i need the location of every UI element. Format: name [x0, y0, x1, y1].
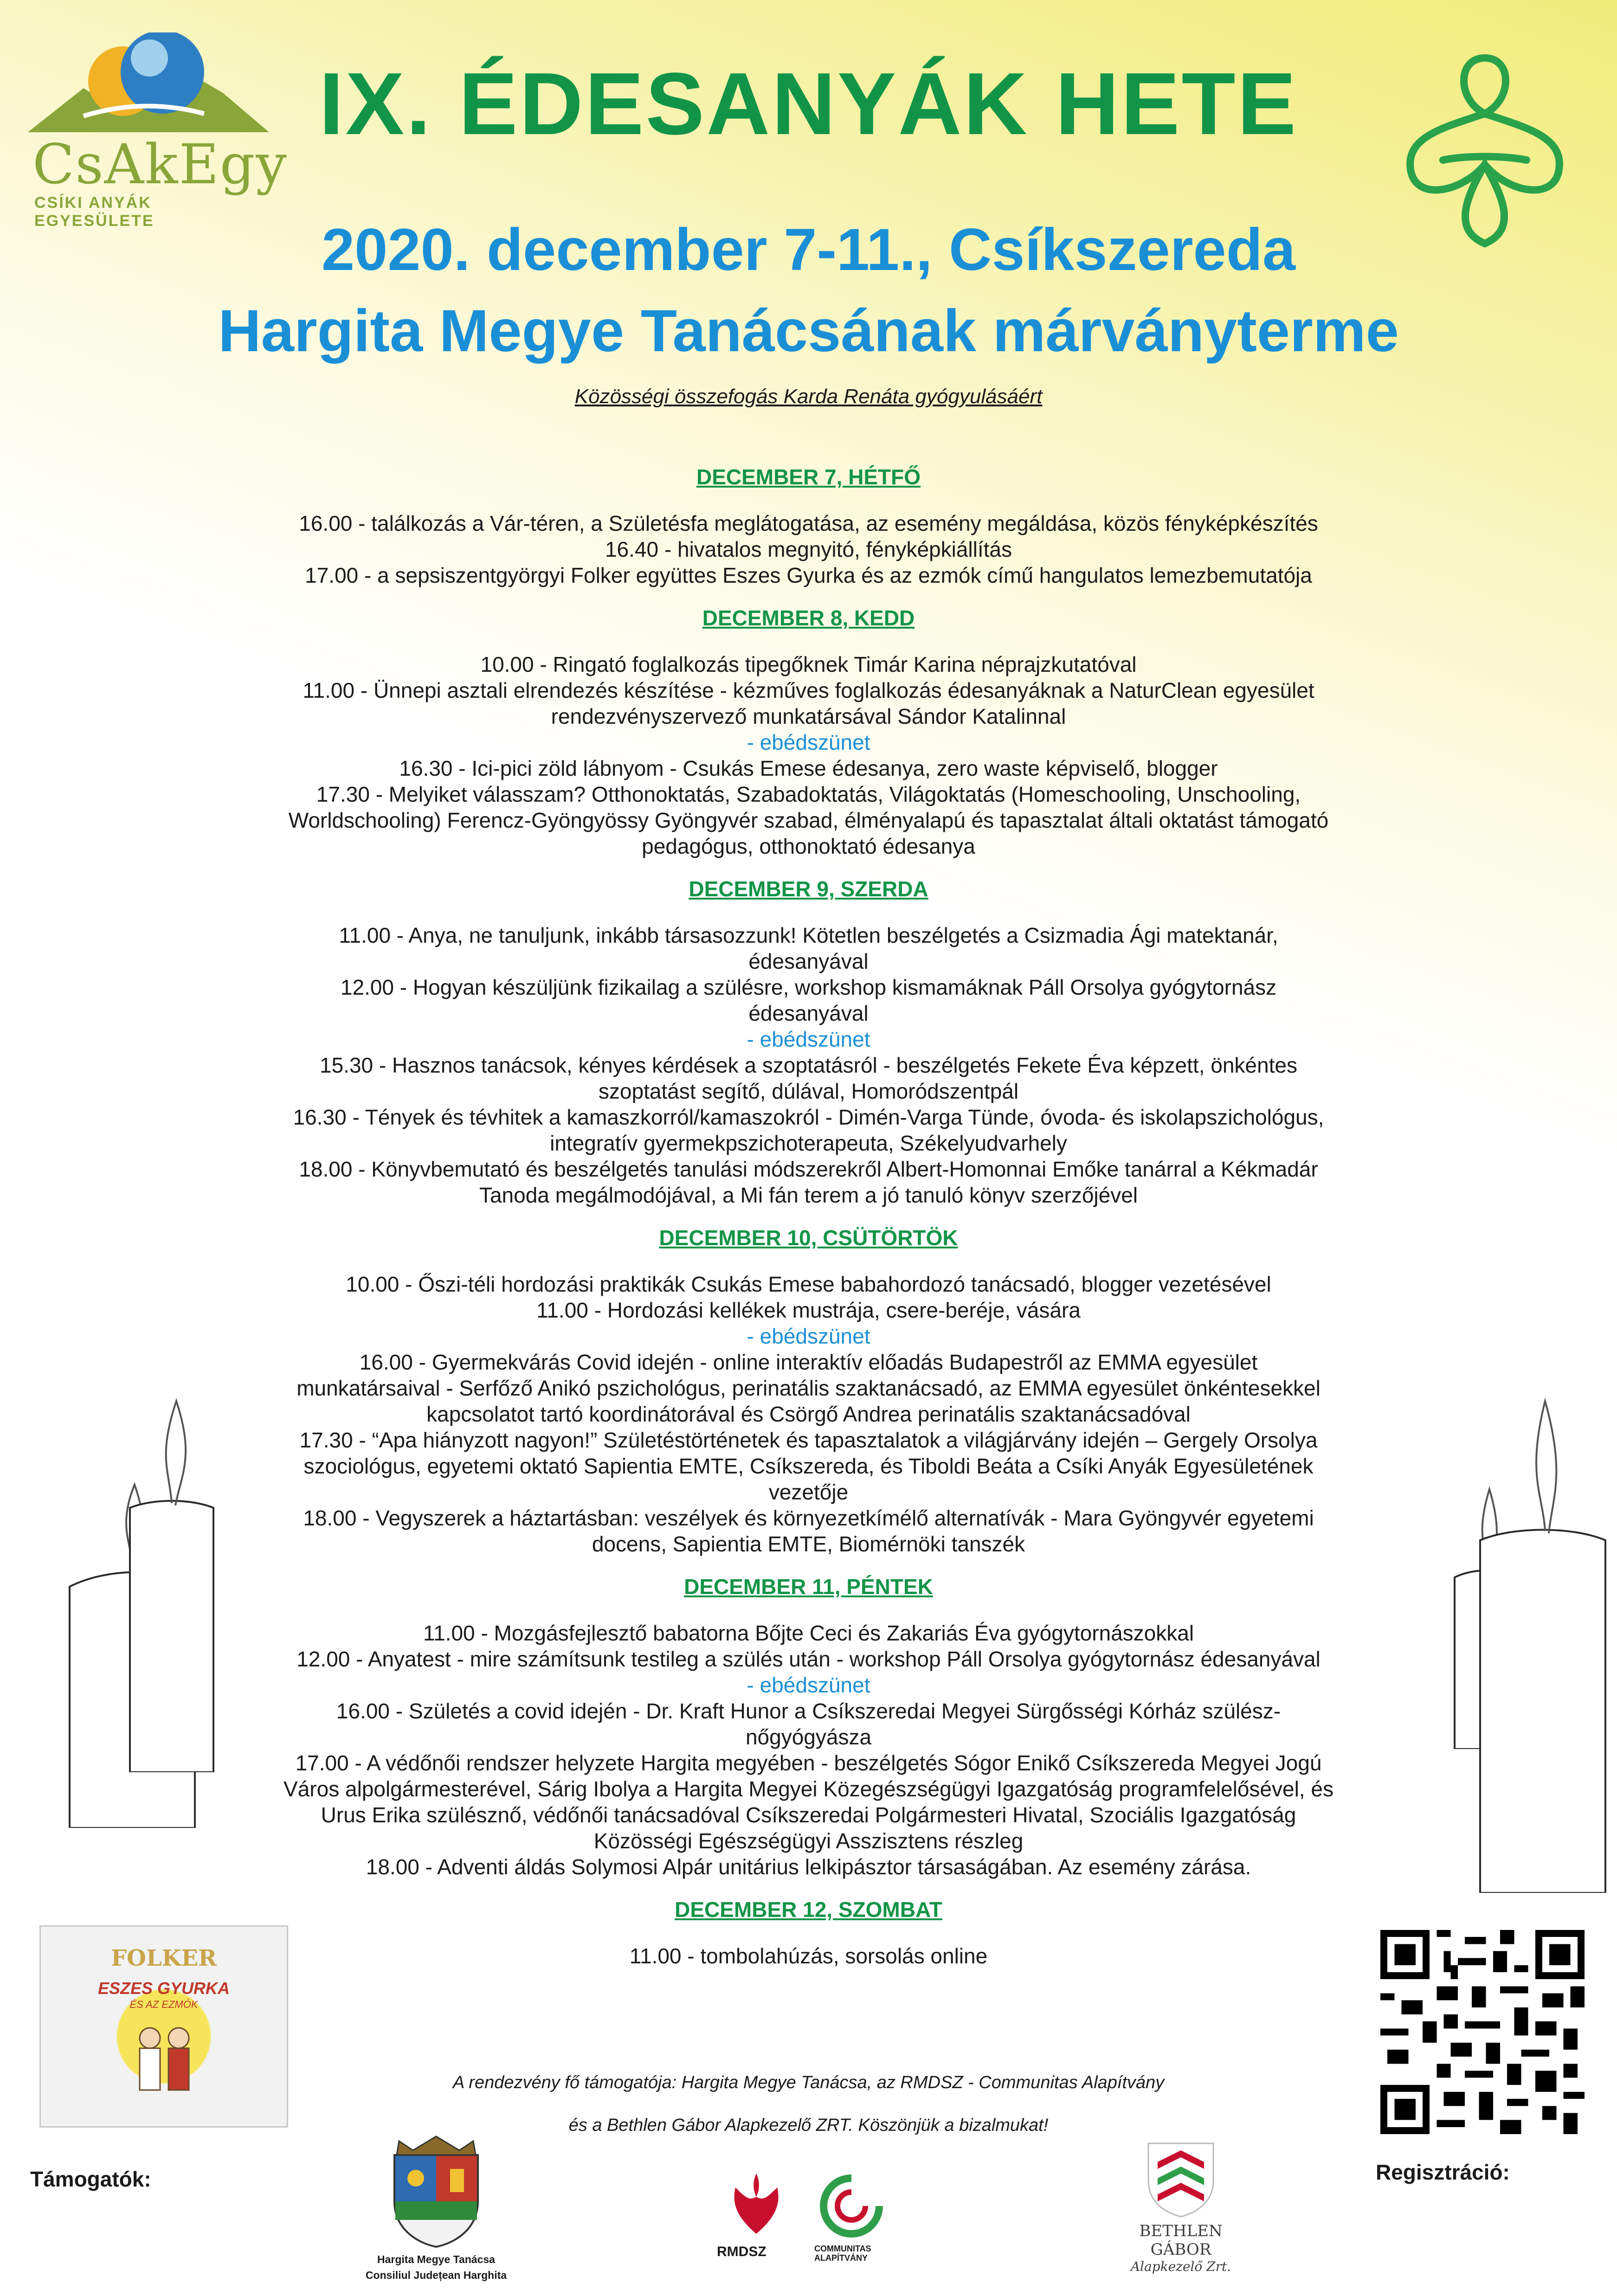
program-line: 17.30 - “Apa hiányzott nagyon!” Születéstörténetek és tapasztalatok a világjárvány idején – Gergely Orsolya: [299, 1428, 1318, 1452]
sponsor-text-2: és a Bethlen Gábor Alapkezelő ZRT. Köszönjük a bizalmukat!: [568, 2116, 1049, 2135]
program-line: 17.30 - Melyiket válasszam? Otthonoktatás, Szabadoktatás, Világoktatás (Homeschooling, Unschooling,: [316, 782, 1301, 806]
tulip-icon: [722, 2169, 791, 2238]
logo-subtitle: CSÍKI ANYÁK EGYESÜLETE: [34, 194, 155, 230]
day-heading: DECEMBER 11, PÉNTEK: [684, 1575, 933, 1599]
program-line: 12.00 - Anyatest - mire számítsunk testileg a szülés után - workshop Páll Orsolya gyógytornász édesanyával: [296, 1647, 1321, 1671]
program-line: 16.30 - Ici-pici zöld lábnyom - Csukás Emese édesanya, zero waste képviselő, blogger: [399, 756, 1218, 780]
logo-name: CsAkEgy: [32, 132, 288, 196]
program-line: docens, Sapientia EMTE, Biomérnöki tanszék: [592, 1532, 1025, 1556]
communitas-name: [814, 2244, 871, 2263]
program-line: 17.00 - a sepsiszentgyörgyi Folker együttes Eszes Gyurka és az ezmók című hangulatos lemezbemutatója: [305, 563, 1312, 587]
program-line: Város alpolgármesterével, Sárig Ibolya a Hargita Megyei Közegészségügyi Igazgatóság programfelelősével, és: [283, 1777, 1334, 1801]
event-venue: Hargita Megye Tanácsának márványterme: [218, 298, 1399, 364]
program-line: 18.00 - Vegyszerek a háztartásban: veszélyek és környezetkímélő alternatívák - Mara Gyöngyvér egyetemi: [303, 1506, 1314, 1530]
program-line: 10.00 - Ringató foglalkozás tipegőknek Timár Karina néprajzkutatóval: [480, 652, 1137, 676]
day-block: [218, 464, 1399, 588]
program-line: integratív gyermekpszichoterapeuta, Székelyudvarhely: [550, 1131, 1067, 1155]
album-band: FOLKER: [111, 1945, 217, 1971]
program-line: nőgyógyásza: [745, 1725, 872, 1749]
bethlen-subtitle: Alapkezelő Zrt.: [1130, 2259, 1231, 2274]
program-line: Tanoda megálmodójával, a Mi fán terem a jó tanuló könyv szerzőjével: [479, 1183, 1138, 1207]
program-line: szoptatást segítő, dúlával, Homoródszentpál: [598, 1079, 1019, 1103]
registration-label: Regisztráció:: [1376, 2160, 1510, 2184]
album-children-icon: [127, 2019, 201, 2112]
day-heading: DECEMBER 7, HÉTFŐ: [696, 465, 921, 489]
program-line: 11.00 - Mozgásfejlesztő babatorna Bőjte Ceci és Zakariás Éva gyógytornászokkal: [423, 1621, 1194, 1645]
hmt-name-ro: Consiliul Județean Harghita: [365, 2269, 507, 2281]
lunch-break: - ebédszünet: [747, 1027, 870, 1051]
program-line: 15.30 - Hasznos tanácsok, kényes kérdések a szoptatásról - beszélgetés Fekete Éva képzett, önkéntes: [320, 1053, 1297, 1077]
program-line: 11.00 - Anya, ne tanuljunk, inkább társasozzunk! Kötetlen beszélgetés a Csizmadia Ági matektanár,: [339, 923, 1278, 947]
program-line: 16.00 - találkozás a Vár-téren, a Születésfa meglátogatása, az esemény megáldása, közös fényképkészítés: [299, 511, 1318, 535]
program-line: Worldschooling) Ferencz-Gyöngyössy Gyöngyvér szabad, élményalapú és tapasztalat általi oktatást támogató: [288, 808, 1329, 832]
program-line: 11.00 - tombolahúzás, sorsolás online: [629, 1944, 988, 1968]
day-heading: DECEMBER 8, KEDD: [702, 606, 915, 630]
rmdsz-communitas-logos: [717, 2164, 902, 2271]
registration-qr-code[interactable]: [1380, 1930, 1585, 2134]
program-line: 11.00 - Ünnepi asztali elrendezés készítése - kézműves foglalkozás édesanyáknak a NaturClean egyesület: [303, 678, 1314, 702]
program-line: 18.00 - Adventi áldás Solymosi Alpár unitárius lelkipásztor társaságában. Az esemény zárása.: [366, 1855, 1251, 1879]
coat-of-arms-icon: [385, 2132, 487, 2248]
communitas-icon: [819, 2174, 884, 2238]
communitas-name-line1: COMMUNITAS: [814, 2244, 871, 2253]
day-block: [218, 1574, 1399, 1880]
lunch-break: - ebédszünet: [747, 730, 870, 754]
program-line: rendezvényszervező munkatársával Sándor Katalinnal: [551, 704, 1066, 728]
program-line: 12.00 - Hogyan készüljünk fizikailag a szülésre, workshop kismamáknak Páll Orsolya gyógytornász: [340, 975, 1277, 999]
program-line: 16.30 - Tények és tévhitek a kamaszkorról/kamaszokról - Dimén-Varga Tünde, óvoda- és iskolapszichológus,: [293, 1105, 1324, 1129]
program-line: Urus Erika szülésznő, védőnői tanácsadóval Csíkszeredai Polgármesteri Hivatal, Szociális Igazgatóság: [321, 1803, 1296, 1827]
day-block: [218, 876, 1399, 1208]
day-block: [218, 605, 1399, 859]
program-line: Közösségi Egészségügyi Asszisztens részleg: [593, 1829, 1024, 1853]
program-line: 11.00 - Hordozási kellékek mustrája, csere-beréje, vására: [536, 1298, 1081, 1322]
bethlen-name: BETHLEN GÁBOR: [1139, 2222, 1223, 2259]
program-line: kapcsolatot tartó koordinátorával és Csörgő Andrea perinatális szaktanácsadóval: [426, 1402, 1191, 1426]
album-cover: [39, 1925, 288, 2128]
bethlen-gabor-logo: [1107, 2134, 1255, 2273]
program-line: édesanyával: [748, 949, 869, 973]
event-subtitle: Közösségi összefogás Karda Renáta gyógyulásáért: [574, 385, 1043, 408]
event-date: 2020. december 7-11., Csíkszereda: [321, 217, 1296, 283]
main-title: IX. ÉDESANYÁK HETE: [319, 55, 1298, 153]
candle-right-large-icon: [1475, 1392, 1610, 1893]
program: [218, 464, 1399, 1986]
lunch-break: - ebédszünet: [747, 1324, 870, 1348]
program-line: édesanyával: [748, 1001, 869, 1025]
hargita-megye-logo: [353, 2132, 520, 2290]
communitas-name-line2: ALAPÍTVÁNY: [814, 2253, 868, 2263]
lunch-break: - ebédszünet: [747, 1673, 870, 1697]
program-line: 18.00 - Könyvbemutató és beszélgetés tanulási módszerekről Albert-Homonnai Emőke tanárral a Kékmadár: [299, 1157, 1318, 1181]
rmdsz-name: RMDSZ: [717, 2244, 767, 2259]
day-block: [218, 1225, 1399, 1557]
day-block: [218, 1897, 1399, 1969]
bethlen-shield-icon: [1144, 2134, 1218, 2218]
program-line: munkatársaival - Serfőző Anikó pszichológus, perinatális szaktanácsadó, az EMMA egyesület önkéntesekkel: [296, 1376, 1321, 1400]
hmt-name: Hargita Megye Tanácsa: [377, 2253, 495, 2265]
day-heading: DECEMBER 12, SZOMBAT: [675, 1897, 942, 1922]
day-heading: DECEMBER 10, CSÜTÖRTÖK: [659, 1226, 958, 1250]
supporters-label: Támogatók:: [30, 2167, 151, 2191]
day-heading: DECEMBER 9, SZERDA: [689, 877, 928, 901]
album-subtitle: ÉS AZ EZMÓK: [129, 1999, 198, 2010]
program-line: 17.00 - A védőnői rendszer helyzete Hargita megyében - beszélgetés Sógor Enikő Csíkszereda Megyei Jogú: [295, 1751, 1322, 1775]
program-line: vezetője: [768, 1480, 849, 1504]
program-line: 16.00 - Gyermekvárás Covid idején - online interaktív előadás Budapestről az EMMA egyesület: [359, 1350, 1258, 1374]
sponsor-text-1: A rendezvény fő támogatója: Hargita Megye Tanácsa, az RMDSZ - Communitas Alapítvány: [452, 2073, 1165, 2092]
program-line: pedagógus, otthonoktató édesanya: [642, 834, 975, 858]
album-title: ESZES GYURKA: [97, 1979, 230, 1998]
program-line: 16.00 - Születés a covid idején - Dr. Kraft Hunor a Csíkszeredai Megyei Sürgősségi Kórház szülész-: [336, 1699, 1281, 1723]
program-line: szociológus, egyetemi oktató Sapientia EMTE, Csíkszereda, és Tiboldi Beáta a Csíki Anyák Egyesületének: [303, 1454, 1314, 1478]
candle-middle-icon: [125, 1392, 218, 1772]
program-line: 16.40 - hivatalos megnyitó, fényképkiállítás: [605, 537, 1012, 561]
program-line: 10.00 - Őszi-téli hordozási praktikák Csukás Emese babahordozó tanácsadó, blogger vezetésével: [346, 1272, 1271, 1296]
